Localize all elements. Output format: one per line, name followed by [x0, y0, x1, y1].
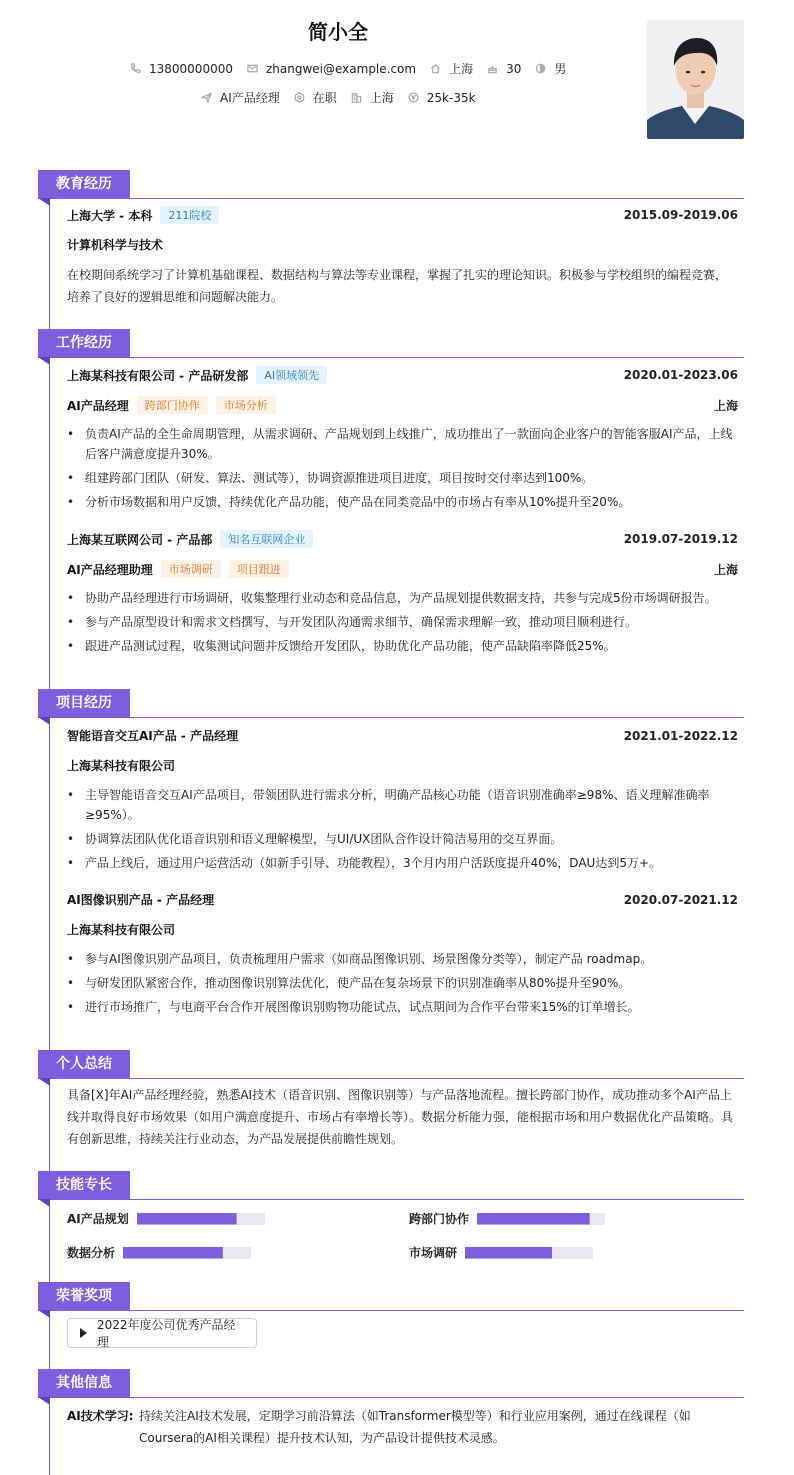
skill-bar: [137, 1213, 265, 1225]
work-2-date: 2019.07-2019.12: [623, 532, 738, 546]
section-fold: [38, 1310, 50, 1318]
section-fold: [38, 1199, 50, 1207]
list-item: • 主导智能语音交互AI产品项目，带领团队进行需求分析，明确产品核心功能（语音识别准确率≥98%、语义理解准确率≥95%）。: [67, 785, 738, 825]
skill-name: 数据分析: [67, 1246, 116, 1260]
skill-name: 市场调研: [409, 1246, 458, 1260]
job-target-text: AI产品经理: [220, 91, 280, 105]
gender-item: [535, 60, 566, 77]
list-item: • 参与AI图像识别产品项目，负责梳理用户需求（如商品图像识别、场景图像分类等），制定产品 roadmap。: [67, 949, 738, 969]
project-2-company: 上海某科技有限公司: [67, 923, 176, 937]
age-item: [487, 62, 521, 76]
section-header-summary: [38, 1050, 744, 1080]
email-text: zhangwei@example.com: [265, 61, 417, 76]
work-2-role: AI产品经理助理: [67, 562, 153, 577]
skill-bar-fill: [465, 1247, 552, 1259]
avatar: [647, 20, 744, 139]
skill-item: [67, 1210, 265, 1227]
project-2-company-row: [67, 921, 738, 938]
section-title-skills: 技能专长: [38, 1171, 130, 1199]
education-description: 在校期间系统学习了计算机基础课程、数据结构与算法等专业课程，掌握了扎实的理论知识。积极参与学校组织的编程竞赛，培养了良好的逻辑思维和问题解决能力。: [67, 268, 728, 304]
project-1-header-row: [67, 727, 738, 744]
job-target-item: [201, 89, 280, 106]
skill-name: 跨部门协作: [409, 1212, 470, 1226]
section-divider: [38, 357, 744, 358]
section-divider: [38, 1310, 744, 1311]
list-item: • 负责AI产品的全生命周期管理，从需求调研、产品规划到上线推广，成功推出了一款面向企业客户的智能客服AI产品，上线后客户满意度提升30%。: [67, 424, 738, 464]
phone-item: [130, 62, 233, 76]
project-2-date: 2020.07-2021.12: [623, 892, 738, 907]
age-text: 30: [506, 61, 522, 76]
cake-icon: [487, 63, 498, 74]
work-1-tag: AI领域领先: [256, 366, 327, 384]
section-header-honors: [38, 1282, 744, 1312]
honor-text: 2022年度公司优秀产品经理: [97, 1318, 236, 1349]
section-divider: [38, 1078, 744, 1079]
project-1-date: 2021.01-2022.12: [623, 728, 738, 743]
section-header-work: [38, 329, 744, 359]
section-divider: [38, 1199, 744, 1200]
list-item: • 产品上线后，通过用户运营活动（如新手引导、功能教程），3个月内用户活跃度提升40%，DAU达到5万+。: [67, 853, 738, 873]
work-1-location: 上海: [713, 398, 738, 413]
project-2-header-row: [67, 891, 738, 908]
honor-item: [67, 1318, 257, 1348]
work-2-location: 上海: [713, 562, 738, 577]
work-2-bullets: [67, 588, 738, 660]
list-item: • 跟进产品测试过程，收集测试问题并反馈给开发团队，协助优化产品功能，使产品缺陷率降低25%。: [67, 636, 738, 656]
school-tag: 211院校: [160, 206, 219, 224]
list-item: • 协调算法团队优化语音识别和语义理解模型，与UI/UX团队合作设计简洁易用的交互界面。: [67, 829, 738, 849]
play-icon: [80, 1328, 87, 1338]
work-2-role-row: [67, 560, 738, 578]
list-item: • 分析市场数据和用户反馈，持续优化产品功能，使产品在同类竞品中的市场占有率从10%提升至20%。: [67, 492, 738, 512]
send-icon: [201, 92, 212, 103]
list-item: • 参与产品原型设计和需求文档撰写，与开发团队沟通需求细节，确保需求理解一致，推动项目顺利进行。: [67, 612, 738, 632]
section-fold: [38, 1397, 50, 1405]
section-header-skills: [38, 1171, 744, 1201]
other-text: 持续关注AI技术发展，定期学习前沿算法（如Transformer模型等）和行业应用案例，通过在线课程（如Coursera的AI相关课程）提升技术认知，为产品设计提供技术灵感。: [139, 1409, 691, 1445]
section-title-projects: 项目经历: [38, 689, 130, 717]
phone-icon: [130, 63, 141, 74]
skill-bar-fill: [137, 1213, 237, 1225]
education-date: 2015.09-2019.06: [623, 208, 738, 222]
project-2-title: AI图像识别产品 - 产品经理: [67, 893, 215, 907]
work-1-role-row: [67, 396, 738, 414]
section-header-other: [38, 1369, 744, 1399]
mail-icon: [247, 63, 258, 74]
city-text: 上海: [449, 62, 474, 76]
education-header-row: [67, 206, 738, 224]
summary-text: 具备[X]年AI产品经理经验，熟悉AI技术（语音识别、图像识别等）与产品落地流程。擅长跨部门协作，成功推动多个AI产品上线并取得良好市场效果（如用户满意度提升、市场占有率增长等）。数据分析能力强，能根据市场和用户数据优化产品策略。具有创新思维，持续关注行业动态，为产品发展提供前瞻性规划。: [67, 1088, 734, 1146]
section-title-summary: 个人总结: [38, 1050, 130, 1078]
work-1-role: AI产品经理: [67, 398, 129, 413]
settings-icon: [294, 92, 305, 103]
phone-text: 13800000000: [149, 61, 233, 76]
status-item: [294, 89, 337, 106]
salary-text: 25k-35k: [426, 90, 476, 105]
work-1-company: 上海某科技有限公司 - 产品研发部: [67, 368, 249, 383]
work-1-bullets: [67, 424, 738, 516]
section-header-projects: [38, 689, 744, 719]
work-1-skill-tag: 市场分析: [216, 396, 276, 414]
target-city-text: 上海: [369, 91, 394, 105]
section-divider: [38, 198, 744, 199]
work-2-skill-tag: 市场调研: [161, 560, 221, 578]
section-title-other: 其他信息: [38, 1369, 130, 1397]
home-icon: [430, 63, 441, 74]
avatar-photo: [647, 20, 744, 139]
section-header-education: [38, 170, 744, 200]
work-1-date: 2020.01-2023.06: [623, 368, 738, 382]
money-icon: [408, 92, 419, 103]
gender-icon: [535, 63, 546, 74]
email-item: [247, 62, 416, 76]
school-name: 上海大学 - 本科: [67, 208, 153, 223]
work-2-skill-tag: 项目跟进: [229, 560, 289, 578]
building-icon: [351, 92, 362, 103]
skill-bar: [465, 1247, 593, 1259]
section-fold: [38, 357, 50, 365]
section-divider: [38, 1397, 744, 1398]
candidate-name: 简小全: [308, 20, 368, 44]
section-title-education: 教育经历: [38, 170, 130, 198]
section-fold: [38, 1078, 50, 1086]
list-item: • 协助产品经理进行市场调研，收集整理行业动态和竞品信息，为产品规划提供数据支持，共参与完成5份市场调研报告。: [67, 588, 738, 608]
project-2-bullets: [67, 949, 738, 1021]
work-2-company: 上海某互联网公司 - 产品部: [67, 532, 213, 547]
skill-bar: [477, 1213, 605, 1225]
major-row: [67, 236, 738, 253]
status-text: 在职: [312, 91, 337, 105]
salary-item: [408, 91, 476, 105]
other-label: AI技术学习:: [67, 1409, 134, 1423]
skill-item: [409, 1210, 605, 1227]
list-item: • 与研发团队紧密合作，推动图像识别算法优化，使产品在复杂场景下的识别准确率从80%提升至90%。: [67, 973, 738, 993]
contact-row: [130, 60, 580, 77]
section-title-work: 工作经历: [38, 329, 130, 357]
project-1-bullets: [67, 785, 738, 877]
section-fold: [38, 717, 50, 725]
work-2-header-row: [67, 530, 738, 548]
work-1-skill-tag: 跨部门协作: [137, 396, 208, 414]
project-1-title: 智能语音交互AI产品 - 产品经理: [67, 729, 239, 743]
major-name: 计算机科学与技术: [67, 238, 164, 252]
list-item: • 进行市场推广，与电商平台合作开展图像识别购物功能试点，试点期间为合作平台带来15%的订单增长。: [67, 997, 738, 1017]
skill-bar-fill: [123, 1247, 223, 1259]
section-divider: [38, 717, 744, 718]
job-intent-row: [201, 89, 490, 106]
skill-item: [409, 1244, 593, 1261]
list-item: • 组建跨部门团队（研发、算法、测试等），协调资源推进项目进度，项目按时交付率达到100%。: [67, 468, 738, 488]
work-1-header-row: [67, 366, 738, 384]
project-1-company: 上海某科技有限公司: [67, 759, 176, 773]
city-item: [430, 60, 473, 77]
skill-bar-fill: [477, 1213, 590, 1225]
skill-name: AI产品规划: [67, 1212, 129, 1226]
target-city-item: [351, 89, 394, 106]
gender-text: 男: [554, 62, 567, 76]
skill-item: [67, 1244, 251, 1261]
skill-bar: [123, 1247, 251, 1259]
other-info-row: [67, 1405, 738, 1449]
section-fold: [38, 198, 50, 206]
section-title-honors: 荣誉奖项: [38, 1282, 130, 1310]
project-1-company-row: [67, 757, 738, 774]
work-2-tag: 知名互联网企业: [220, 530, 313, 548]
